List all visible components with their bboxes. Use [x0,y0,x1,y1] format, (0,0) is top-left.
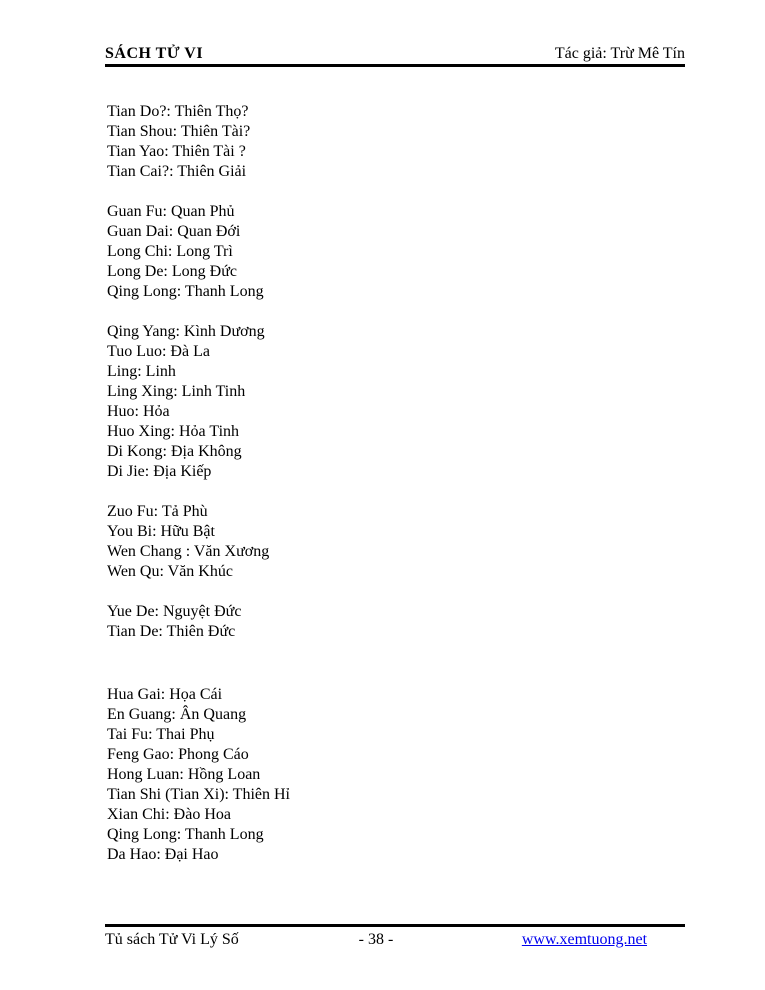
text-line: You Bi: Hữu Bật [107,523,215,540]
text-line: Guan Fu: Quan Phủ [107,203,235,220]
text-line: Qing Long: Thanh Long [107,826,264,843]
paragraph-block [107,202,685,302]
text-line: Xian Chi: Đào Hoa [107,806,231,823]
paragraph-block [107,685,685,865]
text-line: Guan Dai: Quan Đới [107,223,241,240]
paragraph-block [107,322,685,482]
text-line: Hua Gai: Họa Cái [107,686,223,703]
paragraph-block [107,602,685,642]
text-line: Huo Xing: Hỏa Tinh [107,423,240,440]
body-text [107,102,685,865]
text-line: Qing Yang: Kình Dương [107,323,265,340]
text-line: En Guang: Ân Quang [107,706,247,723]
text-line: Zuo Fu: Tả Phù [107,503,208,520]
text-line: Tian Cai?: Thiên Giải [107,163,247,180]
text-line: Tian Yao: Thiên Tài ? [107,143,246,160]
page-number: - 38 - [358,931,394,948]
text-line: Tian Shi (Tian Xi): Thiên Hỉ [107,786,290,803]
text-line: Di Jie: Địa Kiếp [107,463,212,480]
text-line: Da Hao: Đại Hao [107,846,219,863]
text-line: Wen Qu: Văn Khúc [107,563,233,580]
text-line: Huo: Hỏa [107,403,170,420]
text-line: Tuo Luo: Đà La [107,343,210,360]
text-line: Tian De: Thiên Đức [107,623,236,640]
text-line: Ling: Linh [107,363,176,380]
text-line: Long Chi: Long Trì [107,243,233,260]
text-line: Di Kong: Địa Không [107,443,242,460]
text-line: Ling Xing: Linh Tinh [107,383,246,400]
paragraph-block [107,102,685,182]
text-line: Tian Do?: Thiên Thọ? [107,103,249,120]
paragraph-block [107,502,685,582]
book-title: SÁCH TỬ VI [105,45,204,62]
text-line: Tai Fu: Thai Phụ [107,726,215,743]
footer-series-title: Tủ sách Tử Vi Lý Số [105,931,239,948]
page-footer [105,924,685,949]
text-line: Wen Chang : Văn Xương [107,543,270,560]
text-line: Hong Luan: Hồng Loan [107,766,261,783]
text-line: Feng Gao: Phong Cáo [107,746,249,763]
website-link[interactable]: www.xemtuong.net [521,931,648,948]
page-header [105,44,685,67]
text-line: Qing Long: Thanh Long [107,283,264,300]
footer-link-container [466,930,685,949]
text-line: Long De: Long Đức [107,263,237,280]
text-line: Tian Shou: Thiên Tài? [107,123,251,140]
text-line: Yue De: Nguyệt Đức [107,603,242,620]
author-credit: Tác giả: Trừ Mê Tín [554,45,685,62]
